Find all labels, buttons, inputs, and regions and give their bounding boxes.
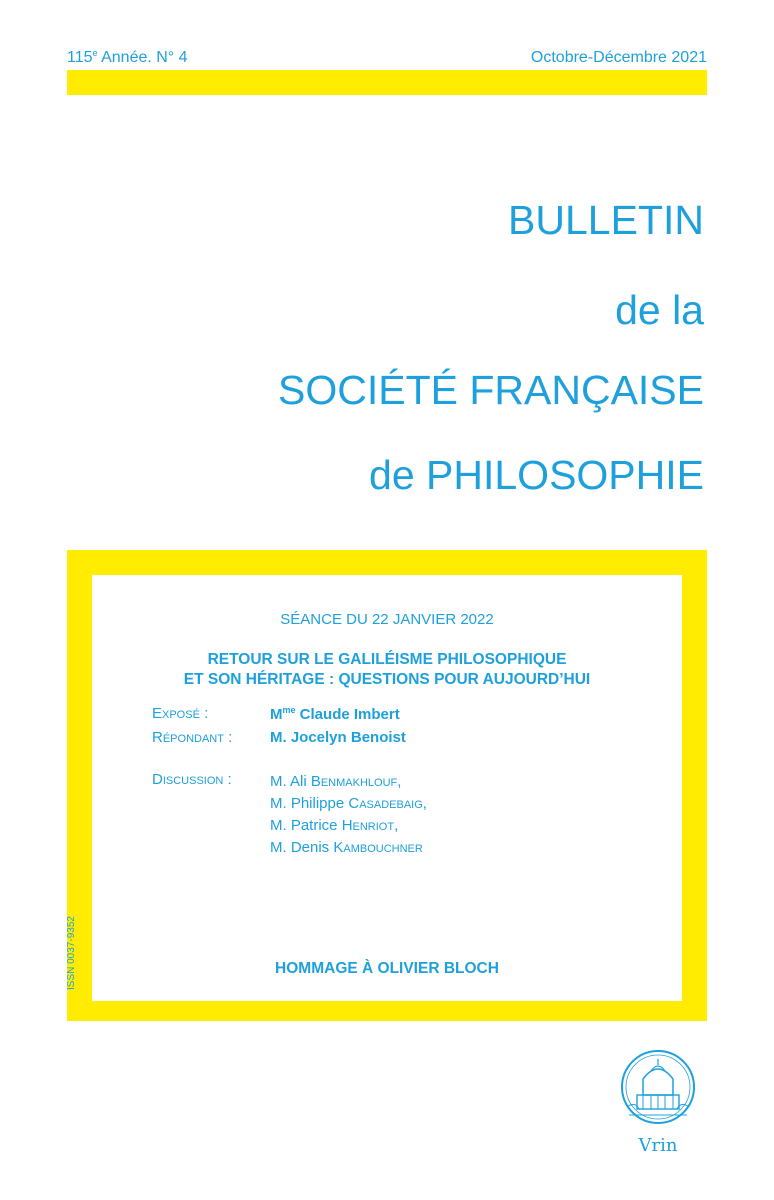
session-date: SÉANCE DU 22 JANVIER 2022 xyxy=(280,611,494,628)
repondant-row xyxy=(152,729,406,746)
discussant-name: M. Ali Benmakhlouf, xyxy=(270,773,402,790)
publisher-emblem-icon xyxy=(613,1045,703,1135)
repondant-label: Répondant : xyxy=(152,729,233,746)
contents-panel xyxy=(92,575,682,1001)
expose-label: Exposé : xyxy=(152,705,209,722)
contents-frame xyxy=(67,550,707,1021)
top-yellow-bar xyxy=(67,70,707,95)
issue-period: Octobre-Décembre 2021 xyxy=(530,49,707,66)
publisher-name: Vrin xyxy=(638,1135,678,1156)
expose-row xyxy=(152,705,400,723)
discussant-name: M. Patrice Henriot, xyxy=(270,817,399,834)
subject-line-1: RETOUR SUR LE GALILÉISME PHILOSOPHIQUE xyxy=(207,651,567,668)
discussant-name: M. Denis Kambouchner xyxy=(270,839,423,856)
title-line-4: de PHILOSOPHIE xyxy=(369,452,704,498)
title-line-3: SOCIÉTÉ FRANÇAISE xyxy=(277,367,704,413)
title-line-1: BULLETIN xyxy=(508,197,704,243)
expose-name: $M^{me}$ Claude Imbert xyxy=(270,705,400,723)
issue-header xyxy=(67,48,707,67)
discussion-row xyxy=(152,771,427,859)
subject-line-2: ET SON HÉRITAGE : QUESTIONS POUR AUJOURD’HUI xyxy=(183,671,591,688)
hommage-title: HOMMAGE À OLIVIER BLOCH xyxy=(275,960,499,977)
title-line-2: de la xyxy=(615,287,704,333)
issue-number: 115e Année. N° 4 xyxy=(67,48,188,66)
session-subject xyxy=(92,650,682,690)
discussant-name: M. Philippe Casadebaig, xyxy=(270,795,427,812)
discussion-label: Discussion : xyxy=(152,771,232,788)
publisher-logo xyxy=(613,1045,703,1165)
repondant-name: M. Jocelyn Benoist xyxy=(270,729,406,746)
discussant-list xyxy=(270,771,427,859)
issn-number: ISSN 0037-9352 xyxy=(66,916,77,990)
